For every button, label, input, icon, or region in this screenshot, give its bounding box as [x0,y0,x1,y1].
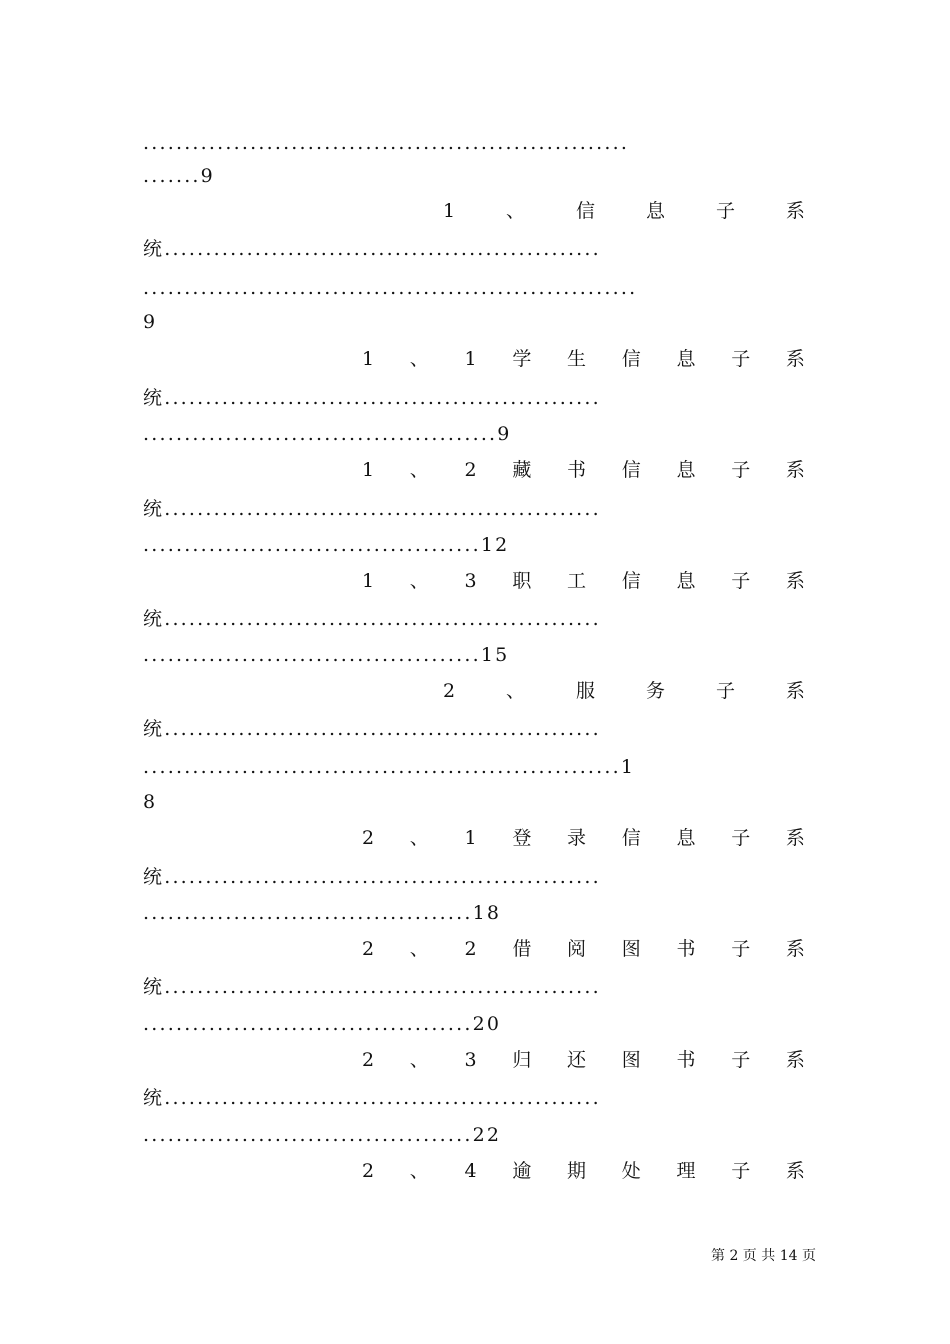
toc-heading-token: 逾 [512,1160,532,1182]
toc-heading-token: 2 [443,680,456,702]
toc-leader-line: .......9 [143,165,215,187]
toc-heading-token: 系 [785,570,805,592]
toc-leader-line: ............................................................ [143,277,638,299]
toc-heading-token: 登 [512,827,532,849]
toc-heading-token: 信 [621,827,641,849]
toc-heading-token: 、 [409,1049,429,1071]
toc-heading-token: 归 [512,1049,532,1071]
toc-heading-token: 借 [512,938,532,960]
toc-page-number: 9 [143,311,156,333]
toc-heading-token: 1 [464,348,477,370]
toc-heading-token: 书 [567,459,587,481]
toc-heading-token: 1 [464,827,477,849]
toc-heading-token: 、 [409,827,429,849]
toc-heading-token: 1 [443,200,456,222]
toc-heading-token: 息 [676,459,696,481]
toc-heading-token: 息 [676,570,696,592]
toc-heading-2 [443,676,805,706]
toc-heading-token: 阅 [567,938,587,960]
toc-heading-token: 2 [362,1160,375,1182]
toc-leader-line: ........................................20 [143,1013,502,1035]
toc-leader-line: 统..................................................... [143,976,601,998]
toc-leader-line: ..........................................................1 [143,756,636,778]
toc-leader-line: ...........................................9 [143,423,512,445]
toc-leader-line: ........................................18 [143,902,502,924]
toc-heading-token: 2 [362,827,375,849]
toc-heading-token: 2 [362,1049,375,1071]
toc-heading-token: 子 [731,348,751,370]
toc-leader-line: 统..................................................... [143,1087,601,1109]
page-footer: 第 2 页 共 14 页 [711,1248,816,1264]
toc-heading-token: 职 [512,570,532,592]
toc-heading-token: 图 [621,938,641,960]
toc-heading-token: 图 [621,1049,641,1071]
toc-heading-token: 、 [409,459,429,481]
toc-leader-line: 统..................................................... [143,866,601,888]
toc-heading-token: 1 [362,348,375,370]
toc-heading-token: 系 [785,459,805,481]
toc-heading-token: 息 [676,827,696,849]
toc-heading-token: 务 [645,680,665,702]
toc-heading-2-2 [362,934,805,964]
toc-heading-token: 书 [676,1049,696,1071]
toc-heading-token: 系 [785,938,805,960]
toc-heading-1-2 [362,455,805,485]
toc-heading-token: 系 [785,200,805,222]
toc-heading-token: 信 [621,459,641,481]
toc-heading-token: 2 [464,459,477,481]
toc-heading-token: 息 [676,348,696,370]
toc-heading-token: 1 [362,459,375,481]
toc-heading-token: 系 [785,348,805,370]
toc-heading-token: 系 [785,827,805,849]
toc-leader-line: 统..................................................... [143,498,601,520]
toc-heading-token: 3 [464,1049,477,1071]
toc-heading-token: 信 [621,570,641,592]
toc-heading-1-3 [362,566,805,596]
toc-heading-token: 系 [785,1049,805,1071]
toc-heading-token: 系 [785,1160,805,1182]
toc-heading-token: 处 [621,1160,641,1182]
toc-heading-token: 2 [464,938,477,960]
toc-leader-line: 统..................................................... [143,608,601,630]
toc-heading-token: 生 [567,348,587,370]
toc-heading-token: 、 [409,570,429,592]
toc-leader-line: ........................................22 [143,1124,502,1146]
toc-heading-token: 、 [506,200,526,222]
toc-leader-line: .........................................12 [143,534,510,556]
toc-leader-line: .........................................15 [143,644,510,666]
toc-heading-token: 、 [409,1160,429,1182]
toc-heading-token: 信 [621,348,641,370]
toc-heading-token: 、 [506,680,526,702]
toc-heading-token: 子 [731,938,751,960]
toc-heading-token: 子 [715,200,735,222]
toc-leader-line: 统..................................................... [143,718,601,740]
toc-heading-token: 系 [785,680,805,702]
toc-heading-2-1 [362,823,805,853]
toc-heading-token: 子 [731,570,751,592]
toc-leader-line: 统..................................................... [143,238,601,260]
toc-heading-token: 子 [731,1160,751,1182]
toc-heading-token: 信 [576,200,596,222]
toc-heading-token: 子 [731,1049,751,1071]
toc-heading-token: 还 [567,1049,587,1071]
toc-heading-2-4 [362,1156,805,1186]
toc-heading-token: 期 [567,1160,587,1182]
toc-heading-1 [443,196,805,226]
toc-heading-token: 、 [409,348,429,370]
toc-leader-line: ........................................................... [143,132,630,154]
toc-heading-token: 4 [464,1160,477,1182]
toc-heading-token: 1 [362,570,375,592]
toc-heading-token: 理 [676,1160,696,1182]
toc-heading-token: 学 [512,348,532,370]
toc-heading-token: 书 [676,938,696,960]
toc-heading-token: 子 [731,459,751,481]
toc-heading-token: 、 [409,938,429,960]
toc-page-number: 8 [143,791,156,813]
toc-heading-token: 服 [576,680,596,702]
toc-heading-token: 息 [645,200,665,222]
toc-heading-2-3 [362,1045,805,1075]
toc-leader-line: 统..................................................... [143,387,601,409]
toc-heading-token: 子 [731,827,751,849]
toc-heading-token: 3 [464,570,477,592]
toc-heading-token: 子 [715,680,735,702]
toc-heading-token: 藏 [512,459,532,481]
toc-heading-token: 录 [567,827,587,849]
toc-heading-token: 2 [362,938,375,960]
toc-heading-token: 工 [567,570,587,592]
toc-heading-1-1 [362,344,805,374]
